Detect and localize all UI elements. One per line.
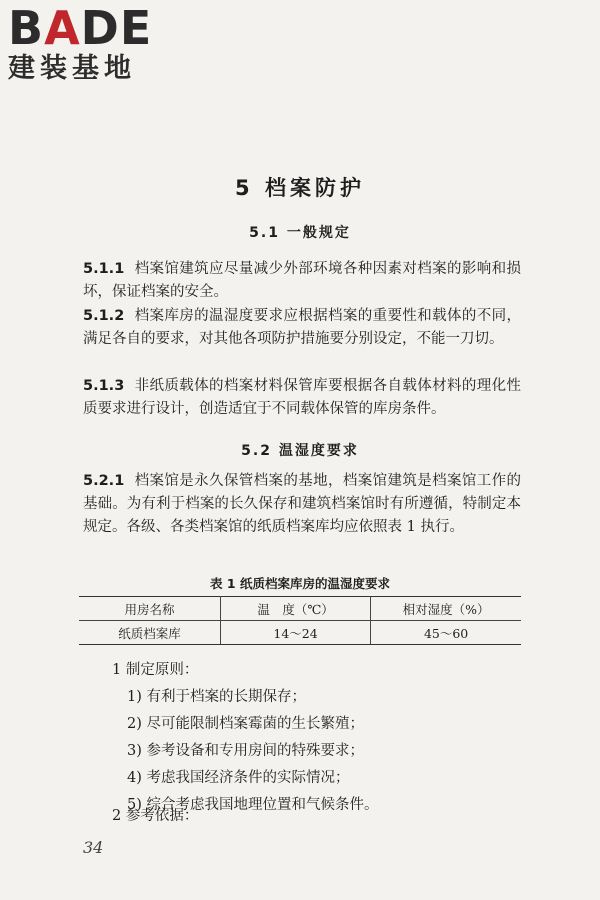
list-subitem: 5) 综合考虑我国地理位置和气候条件。 xyxy=(127,797,379,813)
list-item-2: 2 参考依据： xyxy=(112,808,199,824)
chapter-title: 5 档案防护 xyxy=(235,176,365,200)
col-header-humidity: 相对湿度（%） xyxy=(371,597,521,621)
paragraph-text: 档案馆是永久保管档案的基地，档案馆建筑是档案馆工作的基础。为有利于档案的长久保存和建筑档案馆时有所遵循，特制定本规定。各级、各类档案馆的纸质档案库均应依照表 1 执行。 xyxy=(83,473,521,535)
paragraph-number: 5.1.1 xyxy=(83,261,125,277)
paragraph-text: 档案库房的温湿度要求应根据档案的重要性和载体的不同，满足各自的要求，对其他各项防护措施要分别设定，不能一刀切。 xyxy=(83,308,521,347)
table-row xyxy=(79,621,521,645)
paragraph-5-1-2 xyxy=(83,305,521,351)
page-number: 34 xyxy=(83,838,104,857)
section-heading-5-1: 5.1 一般规定 xyxy=(249,225,351,241)
col-header-temperature: 温 度（℃） xyxy=(220,597,370,621)
list-subitem: 3) 参考设备和专用房间的特殊要求； xyxy=(127,743,364,759)
paragraph-text: 非纸质载体的档案材料保管库要根据各自载体材料的理化性质要求进行设计，创造适宜于不同载体保管的库房条件。 xyxy=(83,378,521,417)
paragraph-5-1-1 xyxy=(83,258,521,304)
table-header-row xyxy=(79,597,521,621)
paragraph-number: 5.1.2 xyxy=(83,308,125,324)
paragraph-5-2-1 xyxy=(83,470,521,539)
col-header-room: 用房名称 xyxy=(79,597,220,621)
cell-temperature: 14～24 xyxy=(220,621,370,645)
list-subitem: 4) 考虑我国经济条件的实际情况； xyxy=(127,770,350,786)
cell-humidity: 45～60 xyxy=(371,621,521,645)
table-caption: 表 1 纸质档案库房的温湿度要求 xyxy=(210,576,390,591)
humidity-table xyxy=(79,596,521,645)
list-subitem: 2) 尽可能限制档案霉菌的生长繁殖； xyxy=(127,716,364,732)
paragraph-text: 档案馆建筑应尽量减少外部环境各种因素对档案的影响和损坏，保证档案的安全。 xyxy=(83,261,521,300)
bade-logo xyxy=(8,1,178,86)
list-item-1: 1 制定原则： xyxy=(112,662,199,678)
cell-room: 纸质档案库 xyxy=(79,621,220,645)
logo-subtitle: 建装基地 xyxy=(8,53,136,84)
paragraph-5-1-3 xyxy=(83,375,521,421)
list-subitem: 1) 有利于档案的长期保存； xyxy=(127,689,306,705)
logo-wordmark: BADE xyxy=(8,1,153,55)
paragraph-number: 5.1.3 xyxy=(83,378,125,394)
section-heading-5-2: 5.2 温湿度要求 xyxy=(241,443,359,459)
paragraph-number: 5.2.1 xyxy=(83,473,125,489)
